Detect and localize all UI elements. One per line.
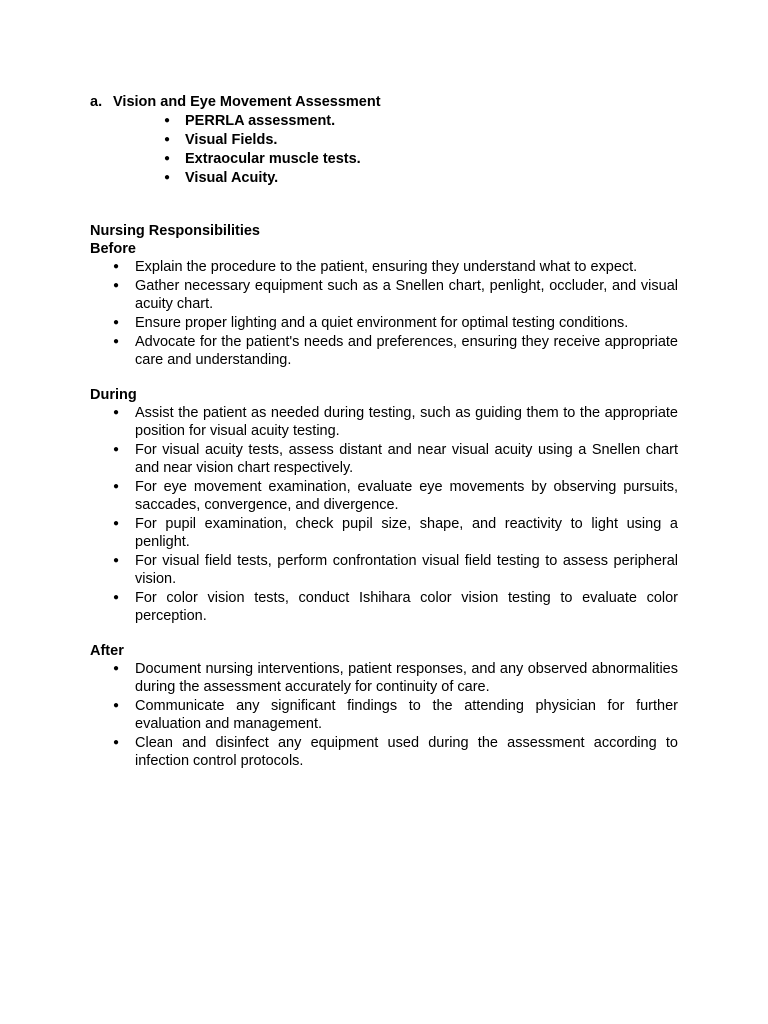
- document-page: [90, 93, 678, 771]
- list-item: ● PERRLA assessment.: [164, 113, 336, 129]
- list-item: ● Clean and disinfect any equipment used during the assessment according to infection control protocols.: [113, 735, 678, 769]
- during-title: During: [90, 387, 137, 403]
- section-a-marker: a.: [90, 94, 103, 110]
- list-item: ● Explain the procedure to the patient, ensuring they understand what to expect.: [113, 259, 638, 275]
- list-item: ● Extraocular muscle tests.: [164, 151, 361, 167]
- bullet-icon: ●: [113, 663, 120, 674]
- assessment-list: [90, 112, 678, 188]
- list-item: ● Communicate any significant findings to the attending physician for further evaluation and management.: [113, 698, 678, 732]
- list-item: ● Assist the patient as needed during testing, such as guiding them to the appropriate position for visual acuity testing.: [113, 405, 678, 439]
- list-item: ● Document nursing interventions, patient responses, and any observed abnormalities during the assessment accurately for continuity of care.: [113, 661, 678, 695]
- bullet-icon: ●: [113, 407, 120, 418]
- bullet-icon: ●: [164, 172, 171, 183]
- bullet-icon: ●: [113, 280, 120, 291]
- bullet-icon: ●: [164, 153, 171, 164]
- before-list: [90, 258, 678, 369]
- list-item: ● Ensure proper lighting and a quiet environment for optimal testing conditions.: [113, 315, 629, 331]
- list-item: ● Gather necessary equipment such as a Snellen chart, penlight, occluder, and visual acuity chart.: [113, 278, 678, 312]
- bullet-icon: ●: [113, 336, 120, 347]
- before-title: Before: [90, 241, 136, 257]
- during-list: [90, 404, 678, 625]
- list-item: ● Advocate for the patient's needs and preferences, ensuring they receive appropriate care and understanding.: [113, 334, 678, 368]
- after-list: [90, 660, 678, 770]
- bullet-icon: ●: [113, 444, 120, 455]
- list-item: ● For color vision tests, conduct Ishihara color vision testing to evaluate color perception.: [113, 590, 678, 624]
- list-item: ● Visual Acuity.: [164, 170, 279, 186]
- bullet-icon: ●: [164, 134, 171, 145]
- bullet-icon: ●: [113, 700, 120, 711]
- section-a-heading: [90, 93, 678, 112]
- bullet-icon: ●: [113, 555, 120, 566]
- bullet-icon: ●: [113, 518, 120, 529]
- nursing-responsibilities-title: Nursing Responsibilities: [90, 223, 260, 239]
- bullet-icon: ●: [113, 592, 120, 603]
- bullet-icon: ●: [113, 317, 120, 328]
- bullet-icon: ●: [113, 481, 120, 492]
- bullet-icon: ●: [164, 115, 171, 126]
- section-a-title: Vision and Eye Movement Assessment: [113, 94, 381, 110]
- bullet-icon: ●: [113, 261, 120, 272]
- list-item: ● Visual Fields.: [164, 132, 278, 148]
- list-item: ● For visual acuity tests, assess distant and near visual acuity using a Snellen chart and near vision chart respectively.: [113, 442, 678, 476]
- list-item: ● For pupil examination, check pupil size, shape, and reactivity to light using a penlight.: [113, 516, 678, 550]
- list-item: ● For eye movement examination, evaluate eye movements by observing pursuits, saccades, convergence, and divergence.: [113, 479, 678, 513]
- after-title: After: [90, 643, 124, 659]
- bullet-icon: ●: [113, 737, 120, 748]
- list-item: ● For visual field tests, perform confrontation visual field testing to assess peripheral vision.: [113, 553, 678, 587]
